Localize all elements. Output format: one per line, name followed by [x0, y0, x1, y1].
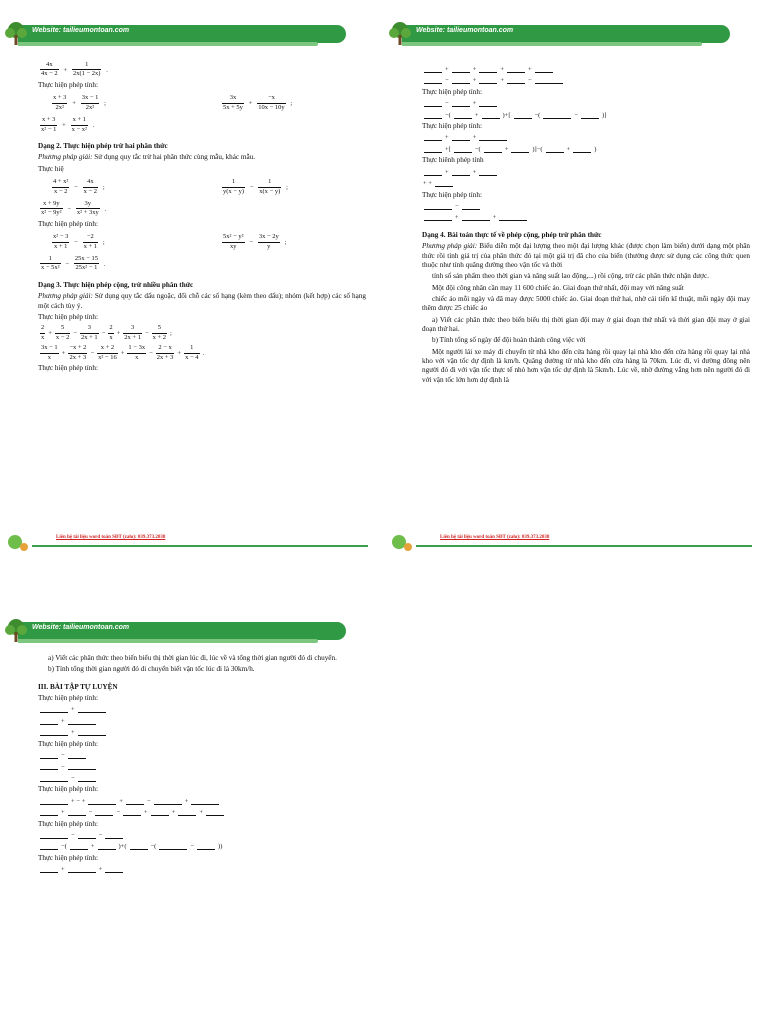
section-heading: III. BÀI TẬP TỰ LUYỆN	[38, 682, 118, 691]
page-1-content	[38, 59, 366, 375]
blank-expression: −	[422, 202, 750, 211]
fraction: $\frac{1}{x - 4}$	[185, 344, 199, 361]
contact-link[interactable]: Liên hệ tài liệu word toán SĐT (zalo): 039.373.2038	[440, 535, 550, 540]
page-footer	[384, 535, 762, 559]
blank-expression: −( + )+( −( − ))	[38, 842, 366, 851]
blank-expression: +	[38, 728, 366, 737]
website-link[interactable]: Website: tailieumontoan.com	[416, 27, 514, 34]
blank-expression: −	[38, 751, 366, 760]
operator: −	[149, 349, 153, 357]
instruction: Thực hiện phép tính:	[422, 122, 482, 131]
operator: −	[73, 329, 78, 337]
document-page-2	[384, 15, 762, 540]
fraction: $\frac{5}{x - 2}$	[55, 324, 70, 341]
document-page-1	[0, 15, 378, 540]
math-expression: $\frac{3x}{5x + 5y}$ + $\frac{-x}{10x - 10y}$ ;	[223, 94, 293, 111]
blank-expression: + − + + − +	[38, 797, 366, 806]
footer-dot-icon	[404, 543, 412, 551]
footer-line	[416, 545, 752, 547]
math-expression: $\frac{\text{4 + x²}}{x - 2}$ − $\frac{4x}{x - 2}$ ;	[53, 178, 105, 195]
instruction: Thực hiện phép tính:	[38, 364, 98, 373]
math-expression: $\frac{1}{y(x - y)}$ − $\frac{1}{x(x - y)}$ ;	[223, 178, 288, 195]
math-expression: $\frac{x + 9y}{\text{x² − 9y²}}$ − $\frac{3y}{\text{x² + 3xy}}$ .	[41, 199, 107, 217]
instruction: Thực hiện phép tính:	[38, 219, 98, 228]
blank-expression: −	[38, 774, 366, 783]
operator: +	[116, 329, 121, 337]
header-stripe	[402, 42, 702, 46]
blank-expression: +	[38, 717, 366, 726]
math-expression: $\frac{\text{5x² − y²}}{xy}$ − $\frac{3x - 2y}{y}$ ;	[223, 233, 287, 250]
operator: +	[177, 349, 182, 357]
blank-expression: + − − + + +	[38, 808, 366, 817]
question-b: b) Tính tổng thời gian người đó di chuyển biết vận tốc lúc đi là 30km/h.	[48, 665, 255, 674]
fraction: $\frac{2}{x}$	[41, 324, 45, 341]
problem-text: Một đội công nhân cần may 11 600 chiếc áo. Giai đoạn thứ nhất, đội may với năng suất	[432, 283, 684, 292]
fraction: $\frac{2}{x}$	[109, 324, 113, 341]
contact-link[interactable]: Liên hệ tài liệu word toán SĐT (zalo): 039.373.2038	[56, 535, 166, 540]
header-stripe	[18, 639, 318, 643]
operator: −	[144, 329, 149, 337]
blank-expression: −	[38, 763, 366, 772]
fraction: $\frac{3}{2x + 1}$	[81, 324, 98, 341]
blank-expression: − + + −	[422, 76, 750, 85]
question-a: a) Viết các phân thức theo biến biểu thị thời gian đội may ở giai đoạn thứ nhất và thời gian đội may ở giai đoạn thứ hai.	[422, 315, 750, 334]
problem-text: chiếc áo mỗi ngày và đã may được 5000 chiếc áo. Giai đoạn thứ hai, nhờ cải tiến kĩ thuật, mỗi ngày đội may thêm được 25 chiếc áo	[422, 294, 750, 313]
instruction: Thực hiện phép tính:	[38, 694, 98, 703]
math-expression	[38, 324, 366, 342]
punctuation: .	[202, 349, 205, 357]
instruction: Thực hiênh phép tính	[422, 156, 484, 165]
fraction: $\frac{x + 2}{\text{x² − 16}}$	[98, 344, 117, 361]
page-3-content	[38, 652, 366, 877]
method-text: Phương pháp giải: Biểu diễn một đại lượng theo một đại lượng khác (được chọn làm biến) dưới dạng một phân thức rồi tính giá trị của phân thức đó tại một giá trị đã cho của biến (thường được sử dụng các công thức quen thuộc như tính quãng đường theo vận tốc và thời	[422, 242, 750, 269]
blank-expression: + +	[422, 179, 750, 188]
fraction: $\frac{5}{x + 2}$	[152, 324, 167, 341]
question-a: a) Viết các phân thức theo biến biểu thị thời gian lúc đi, lúc về và tổng thời gian người đó di chuyển.	[48, 654, 337, 662]
operator: +	[61, 349, 66, 357]
math-expression: $\frac{4x}{4x - 2}$ + $\frac{1}{2x(1 - 2x)}$ .	[41, 61, 108, 78]
section-heading: Dạng 3. Thực hiện phép cộng, trừ nhiều phân thức	[38, 280, 194, 289]
method-text: Phương pháp giải: Sử dụng quy tắc dấu ngoặc, đổi chỗ các số hạng (kèm theo dấu); nhóm (kết hợp) các số hạng một cách tùy ý.	[38, 292, 367, 310]
page-header	[384, 23, 730, 49]
blank-expression: −( + )+[ −( − )]	[422, 111, 750, 120]
method-text: tính số sản phẩm theo thời gian và năng suất lao động,...) rồi cộng, trừ các phân thức nhận được.	[432, 272, 709, 281]
blank-expression: + +	[422, 168, 750, 177]
section-heading: Dạng 4. Bài toán thực tế về phép cộng, phép trừ phân thức	[422, 230, 602, 239]
document-page-3	[0, 612, 378, 1024]
blank-expression: +	[38, 705, 366, 714]
page-2-content	[422, 63, 750, 387]
website-link[interactable]: Website: tailieumontoan.com	[32, 27, 130, 34]
operator: −	[101, 329, 106, 337]
website-link[interactable]: Website: tailieumontoan.com	[32, 624, 130, 631]
instruction: Thực hiện phép tính:	[38, 819, 98, 828]
math-expression: $\frac{x + 3}{\text{x² − 1}}$ + $\frac{x + 1}{\text{x − x²}}$ .	[41, 116, 95, 133]
instruction: Thực hiện phép tính:	[38, 853, 98, 862]
blank-expression: + + + +	[422, 65, 750, 74]
exercise-row	[50, 233, 366, 251]
page-header	[0, 23, 346, 49]
instruction: Thực hiệ	[38, 164, 64, 173]
fraction: $\frac{-x + 2}{2x + 3}$	[69, 344, 87, 361]
page-footer	[0, 535, 378, 559]
exercise-row	[50, 178, 366, 196]
operator: +	[48, 329, 52, 337]
fraction: $\frac{3x - 1}{x}$	[41, 344, 58, 361]
instruction: Thực hiện phép tính:	[422, 87, 482, 96]
math-expression: $\frac{1}{\text{x − 5x²}}$ − $\frac{25x - 15}{\text{25x² − 1}}$ .	[41, 255, 106, 272]
blank-expression: − −	[38, 831, 366, 840]
footer-line	[32, 545, 368, 547]
blank-expression: + +	[38, 865, 366, 874]
math-expression: $\frac{\text{x² − 3}}{x + 1}$ − $\frac{-2}{x + 1}$ ;	[53, 233, 105, 250]
punctuation: ;	[170, 329, 172, 337]
instruction: Thực hiện phép tính:	[38, 785, 98, 794]
instruction: Thực hiện phép tính:	[38, 313, 98, 321]
operator: +	[120, 349, 125, 357]
exercise-row	[50, 94, 366, 112]
blank-expression: +[ −( + )]−( + )	[422, 145, 750, 154]
blank-expression: + +	[422, 133, 750, 142]
tree-logo-icon	[4, 21, 28, 47]
operator: −	[90, 349, 95, 357]
method-text: Phương pháp giải: Sử dụng quy tắc trừ hai phân thức cùng mẫu, khác mẫu.	[38, 153, 256, 162]
footer-dot-icon	[20, 543, 28, 551]
blank-expression: − +	[422, 99, 750, 108]
instruction: Thực hiện phép tính:	[38, 80, 98, 89]
math-expression	[38, 344, 366, 362]
tree-logo-icon	[4, 618, 28, 644]
header-stripe	[18, 42, 318, 46]
math-expression: $\frac{x + 3}{\text{2x²}}$ + $\frac{3x - 1}{\text{2x²}}$ ;	[53, 94, 106, 111]
fraction: $\frac{3}{2x + 1}$	[124, 324, 141, 341]
question-b: b) Tính tổng số ngày để đội hoàn thành công việc với	[432, 336, 586, 345]
instruction: Thực hiện phép tính:	[38, 739, 98, 748]
fraction: $\frac{1 - 3x}{x}$	[128, 344, 146, 361]
tree-logo-icon	[388, 21, 412, 47]
fraction: $\frac{2 - x}{2x + 3}$	[156, 344, 174, 361]
page-header	[0, 620, 346, 646]
instruction: Thực hiện phép tính:	[422, 190, 482, 199]
section-heading: Dạng 2. Thực hiện phép trừ hai phân thức	[38, 141, 168, 150]
blank-expression: + +	[422, 213, 750, 222]
problem-text: Một người lái xe máy đi chuyển từ nhà kho đến cửa hàng rồi quay lại nhà kho đến cửa hàng rồi quay lại nhà kho với vận tốc dự định là km/h. Quãng đường từ nhà kho đến cửa hàng là 70km. Lúc đi, vì đường đông nên người đó đi với vận tốc thực tế nhỏ hơn vận tốc dự định là 5km/h. Lúc về, nhờ đường vắng hơn nên người đó đi với vận tốc lớn hơn dự định là	[422, 347, 750, 384]
